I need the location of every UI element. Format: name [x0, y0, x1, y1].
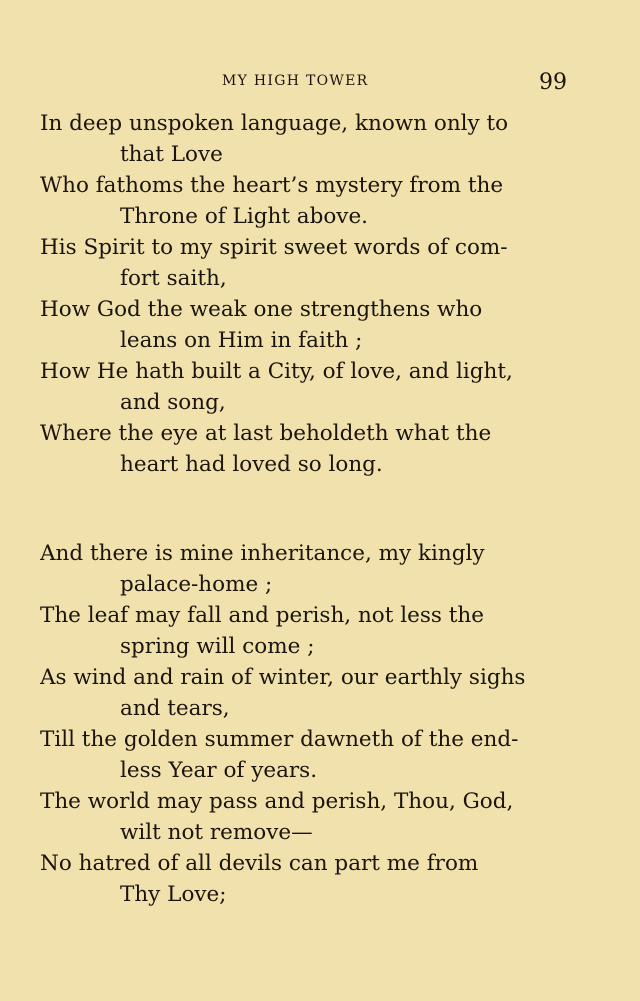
stanza-2 — [40, 538, 564, 910]
verse-line — [40, 538, 564, 600]
verse-line-continuation: and tears, — [120, 696, 230, 721]
verse-line — [40, 108, 564, 170]
verse-line — [40, 170, 564, 232]
verse-line-continuation: heart had loved so long. — [120, 452, 383, 477]
verse-line — [40, 724, 564, 786]
verse-line-main: Where the eye at last beholdeth what the — [40, 421, 492, 446]
verse-line — [40, 848, 564, 910]
verse-line-continuation: fort saith, — [120, 266, 227, 291]
verse-line — [40, 418, 564, 480]
verse-line-main: Till the golden summer dawneth of the end- — [40, 727, 519, 752]
verse-line-main: His Spirit to my spirit sweet words of com- — [40, 235, 508, 260]
stanza-1 — [40, 108, 564, 480]
verse-line-main: How He hath built a City, of love, and light, — [40, 359, 513, 384]
verse-line-continuation: wilt not remove— — [120, 820, 313, 845]
verse-line-continuation: Throne of Light above. — [120, 204, 369, 229]
running-header — [0, 70, 640, 94]
verse-line-continuation: that Love — [120, 142, 223, 167]
verse-line — [40, 662, 564, 724]
verse-line-continuation: less Year of years. — [120, 758, 318, 783]
verse-line-main: And there is mine inheritance, my kingly — [40, 541, 485, 566]
verse-line-continuation: and song, — [120, 390, 226, 415]
page-number: 99 — [539, 70, 567, 95]
verse-line-continuation: Thy Love; — [120, 882, 227, 907]
verse-line — [40, 356, 564, 418]
verse-line — [40, 294, 564, 356]
verse-line-main: The leaf may fall and perish, not less the — [40, 603, 484, 628]
running-title: MY HIGH TOWER — [222, 73, 369, 89]
verse-line — [40, 232, 564, 294]
verse-line-main: The world may pass and perish, Thou, God, — [40, 789, 514, 814]
verse-line — [40, 600, 564, 662]
verse-line-main: In deep unspoken language, known only to — [40, 111, 509, 136]
verse-line-main: As wind and rain of winter, our earthly sighs — [40, 665, 526, 690]
verse-line — [40, 786, 564, 848]
verse-line-continuation: palace-home ; — [120, 572, 273, 597]
verse-line-continuation: leans on Him in faith ; — [120, 328, 363, 353]
verse-line-main: Who fathoms the heart’s mystery from the — [40, 173, 504, 198]
verse-line-continuation: spring will come ; — [120, 634, 315, 659]
poem-text — [40, 108, 564, 910]
verse-line-main: No hatred of all devils can part me from — [40, 851, 479, 876]
verse-line-main: How God the weak one strengthens who — [40, 297, 483, 322]
